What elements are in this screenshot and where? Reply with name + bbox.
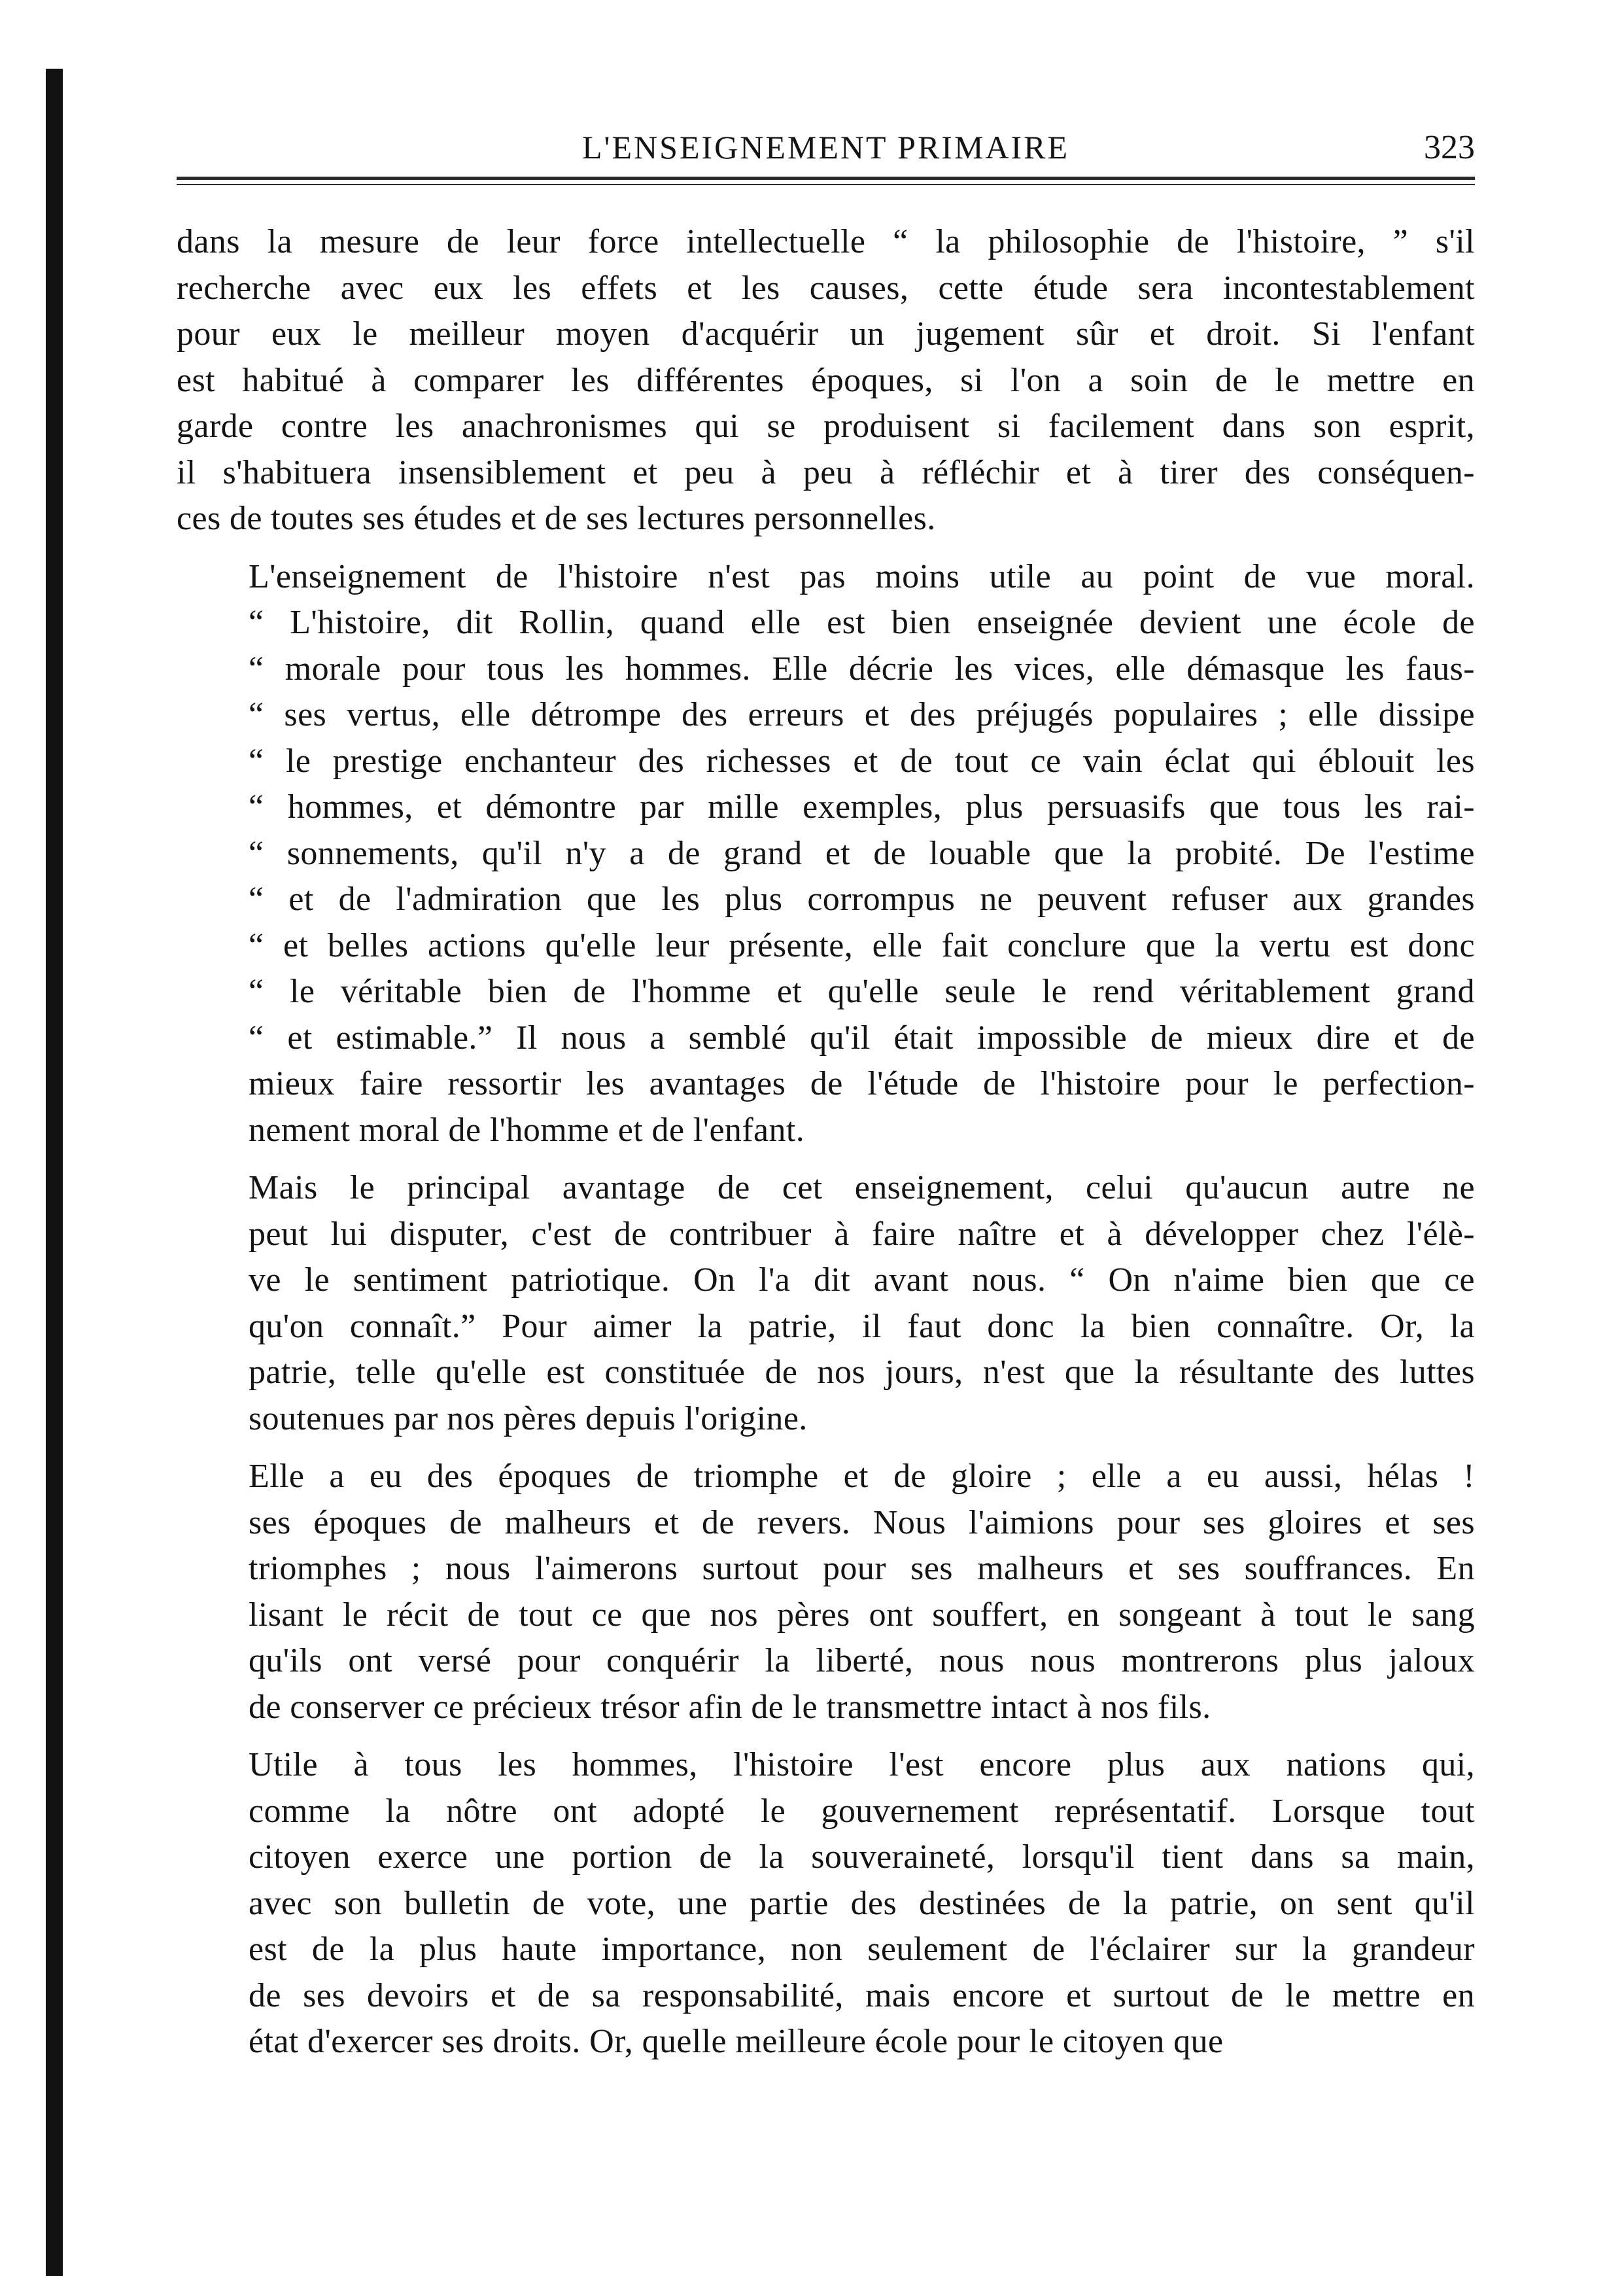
- header-rule: [177, 177, 1475, 185]
- text-line: “ ses vertus, elle détrompe des erreurs et des préjugés populaires ; elle dissipe: [249, 696, 1475, 733]
- running-header: [177, 105, 1475, 177]
- paragraph-4: [177, 1454, 1475, 1730]
- text-line: lisant le récit de tout ce que nos pères ont souffert, en songeant à tout le sang: [249, 1596, 1475, 1634]
- text-line: ces de toutes ses études et de ses lectures personnelles.: [177, 500, 936, 537]
- text-line: dans la mesure de leur force intellectuelle “ la philosophie de l'histoire, ” s'il: [177, 223, 1475, 260]
- text-line: recherche avec eux les effets et les causes, cette étude sera incontestablement: [177, 269, 1475, 307]
- text-line: avec son bulletin de vote, une partie des destinées de la patrie, on sent qu'il: [249, 1884, 1475, 1922]
- text-line: nement moral de l'homme et de l'enfant.: [249, 1111, 805, 1149]
- text-line: “ et de l'admiration que les plus corrompus ne peuvent refuser aux grandes: [249, 881, 1475, 918]
- text-line: ve le sentiment patriotique. On l'a dit avant nous. “ On n'aime bien que ce: [249, 1261, 1475, 1299]
- text-line: triomphes ; nous l'aimerons surtout pour ses malheurs et ses souffrances. En: [249, 1550, 1475, 1587]
- text-line: de ses devoirs et de sa responsabilité, mais encore et surtout de le mettre en: [249, 1976, 1475, 2014]
- page-number: 323: [1424, 129, 1475, 166]
- book-page: [177, 105, 1475, 2077]
- text-line: qu'on connaît.” Pour aimer la patrie, il faut donc la bien connaître. Or, la: [249, 1307, 1475, 1345]
- text-line: qu'ils ont versé pour conquérir la liberté, nous nous montrerons plus jaloux: [249, 1642, 1475, 1679]
- text-line: “ et belles actions qu'elle leur présente, elle fait conclure que la vertu est donc: [249, 926, 1475, 964]
- text-line: “ L'histoire, dit Rollin, quand elle est bien enseignée devient une école de: [249, 604, 1475, 641]
- paragraph-5: [177, 1742, 1475, 2065]
- text-line: pour eux le meilleur moyen d'acquérir un jugement sûr et droit. Si l'enfant: [177, 315, 1475, 353]
- text-line: garde contre les anachronismes qui se produisent si facilement dans son esprit,: [177, 408, 1475, 445]
- text-line: Elle a eu des époques de triomphe et de gloire ; elle a eu aussi, hélas !: [249, 1458, 1475, 1495]
- paragraph-1: [177, 219, 1475, 542]
- text-line: peut lui disputer, c'est de contribuer à faire naître et à développer chez l'élè-: [249, 1215, 1475, 1253]
- text-line: L'enseignement de l'histoire n'est pas moins utile au point de vue moral.: [249, 557, 1475, 595]
- text-line: est de la plus haute importance, non seulement de l'éclairer sur la grandeur: [249, 1931, 1475, 1968]
- text-line: il s'habituera insensiblement et peu à peu à réfléchir et à tirer des conséquen-: [177, 453, 1475, 491]
- text-line: “ sonnements, qu'il n'y a de grand et de louable que la probité. De l'estime: [249, 834, 1475, 872]
- body-text: [177, 219, 1475, 2065]
- text-line: ses époques de malheurs et de revers. Nous l'aimions pour ses gloires et ses: [249, 1503, 1475, 1541]
- text-line: de conserver ce précieux trésor afin de le transmettre intact à nos fils.: [249, 1688, 1211, 1726]
- text-line: Utile à tous les hommes, l'histoire l'est encore plus aux nations qui,: [249, 1746, 1475, 1783]
- running-title: L'ENSEIGNEMENT PRIMAIRE: [581, 129, 1070, 166]
- text-line: “ hommes, et démontre par mille exemples, plus persuasifs que tous les rai-: [249, 788, 1475, 826]
- text-line: Mais le principal avantage de cet enseignement, celui qu'aucun autre ne: [249, 1169, 1475, 1206]
- text-line: comme la nôtre ont adopté le gouvernement représentatif. Lorsque tout: [249, 1792, 1475, 1830]
- text-line: est habitué à comparer les différentes époques, si l'on a soin de le mettre en: [177, 361, 1475, 399]
- text-line: citoyen exerce une portion de la souveraineté, lorsqu'il tient dans sa main,: [249, 1838, 1475, 1876]
- text-line: patrie, telle qu'elle est constituée de nos jours, n'est que la résultante des luttes: [249, 1354, 1475, 1391]
- paragraph-3: [177, 1165, 1475, 1442]
- text-line: “ morale pour tous les hommes. Elle décrie les vices, elle démasque les faus-: [249, 650, 1475, 688]
- text-line: “ le prestige enchanteur des richesses et de tout ce vain éclat qui éblouit les: [249, 742, 1475, 780]
- text-line: “ et estimable.” Il nous a semblé qu'il était impossible de mieux dire et de: [249, 1019, 1475, 1057]
- paragraph-2: [177, 554, 1475, 1154]
- scan-edge-shadow: [46, 69, 63, 2276]
- text-line: mieux faire ressortir les avantages de l'étude de l'histoire pour le perfection-: [249, 1065, 1475, 1102]
- text-line: soutenues par nos pères depuis l'origine.: [249, 1399, 808, 1437]
- text-line: “ le véritable bien de l'homme et qu'elle seule le rend véritablement grand: [249, 973, 1475, 1010]
- text-line: état d'exercer ses droits. Or, quelle meilleure école pour le citoyen que: [249, 2023, 1224, 2060]
